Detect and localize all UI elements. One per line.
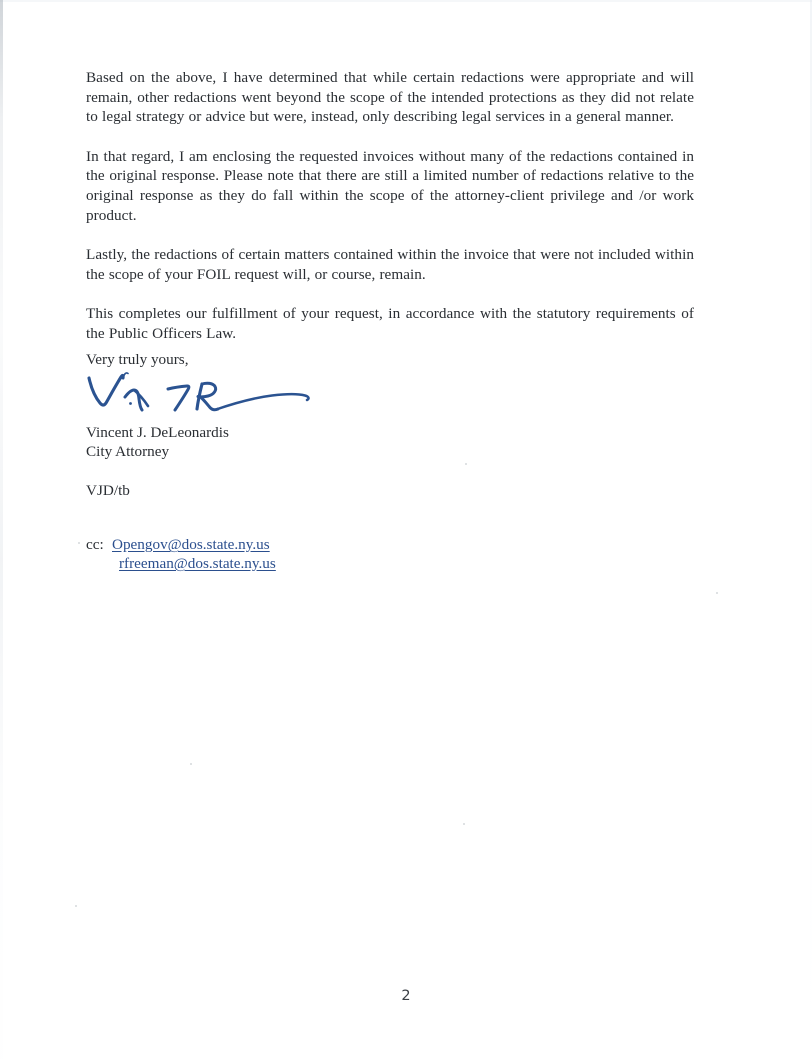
- page-number: 2: [401, 988, 411, 1004]
- cc-email-link-rfreeman[interactable]: rfreeman@dos.state.ny.us: [119, 554, 276, 572]
- cc-recipient-list: [112, 536, 276, 574]
- body-paragraph-1: Based on the above, I have determined that while certain redactions were appropriate and will remain, other redactions went beyond the scope of the intended protections as they did not relate to legal strategy or advice but were, instead, only describing legal services in a general manner.: [86, 69, 694, 126]
- scan-speck: [78, 542, 80, 544]
- body-paragraph-2: In that regard, I am enclosing the requested invoices without many of the redactions contained in the original response. Please note that there are still a limited number of redactions relative to the original response as they do fall within the scope of the attorney-client privilege and /or work product.: [86, 147, 694, 224]
- signature-image: [86, 370, 346, 422]
- cc-email-link-opengov[interactable]: Opengov@dos.state.ny.us: [112, 536, 270, 553]
- signature-block: [86, 424, 229, 461]
- scan-edge-left-artifact: [0, 0, 3, 1059]
- closing-salutation: Very truly yours,: [86, 351, 189, 368]
- cc-block: [86, 536, 276, 574]
- typist-initials: VJD/tb: [86, 482, 130, 499]
- scan-speck: [716, 592, 718, 594]
- scan-speck: [465, 463, 467, 465]
- cc-label: cc:: [86, 536, 104, 553]
- body-paragraph-3: Lastly, the redactions of certain matters contained within the invoice that were not included within the scope of your FOIL request will, or course, remain.: [86, 246, 694, 283]
- signer-title: City Attorney: [86, 442, 170, 460]
- scan-speck: [190, 763, 192, 765]
- letter-body: [86, 68, 694, 344]
- cc-row: [86, 536, 276, 574]
- scan-edge-top-artifact: [0, 0, 812, 2]
- body-paragraph-4: This completes our fulfillment of your request, in accordance with the statutory requirements of the Public Officers Law.: [86, 305, 694, 342]
- signer-name: Vincent J. DeLeonardis: [86, 424, 229, 441]
- scan-speck: [463, 823, 465, 825]
- scan-speck: [75, 905, 77, 907]
